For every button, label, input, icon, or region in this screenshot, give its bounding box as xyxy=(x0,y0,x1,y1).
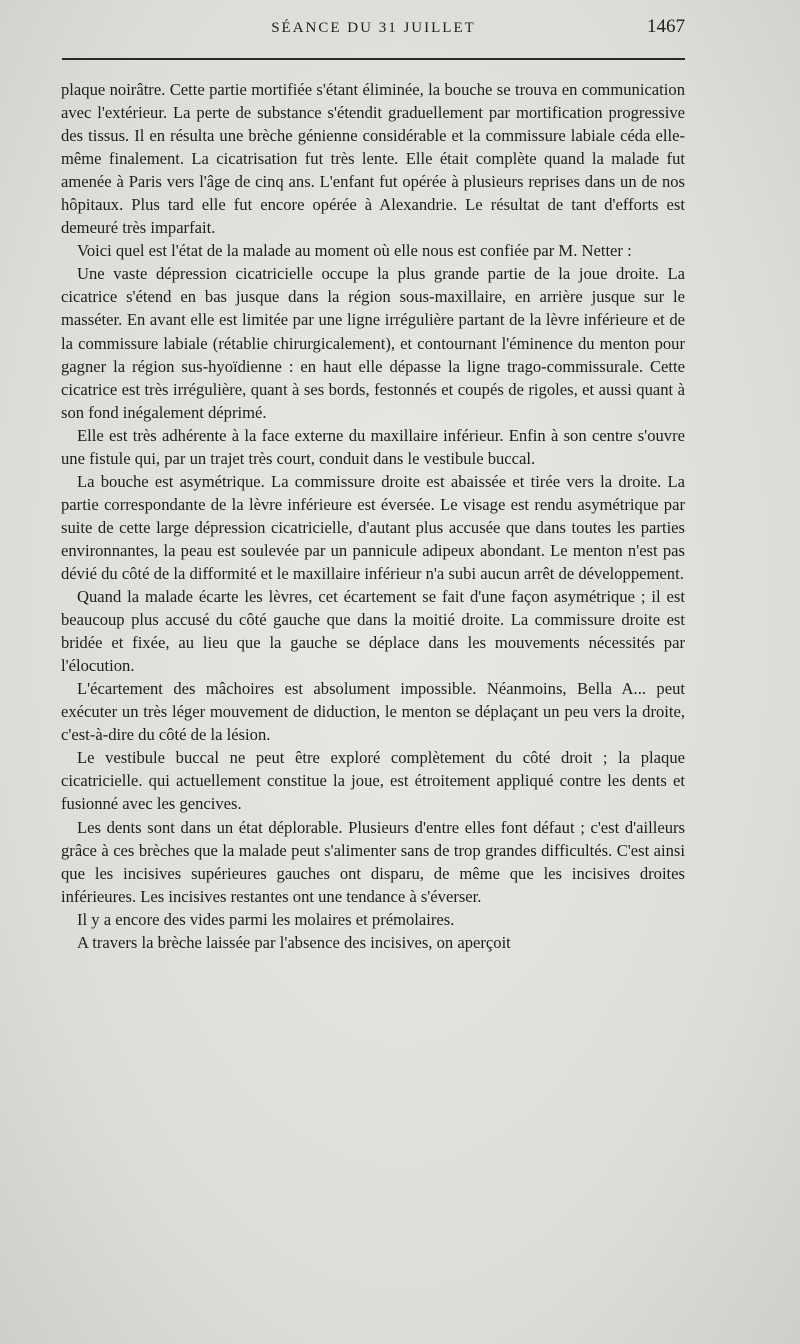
body-text xyxy=(61,78,685,954)
running-head: SÉANCE DU 31 JUILLET xyxy=(271,20,476,36)
paragraph-7: L'écartement des mâchoires est absolument impossible. Néanmoins, Bella A... peut exécuter un très léger mouvement de diduction, le menton se déplaçant un peu vers la droite, c'est-à-dire du côté de la lésion. xyxy=(61,679,685,745)
paragraph-8: Le vestibule buccal ne peut être exploré complètement du côté droit ; la plaque cicatricielle. qui actuellement constitue la joue, est étroitement appliqué contre les dents et fusionné avec les gencives. xyxy=(61,748,685,814)
paragraph-10: Il y a encore des vides parmi les molaires et prémolaires. xyxy=(77,909,455,929)
paragraph-2: Voici quel est l'état de la malade au moment où elle nous est confiée par M. Netter : xyxy=(77,241,632,261)
paragraph-11: A travers la brèche laissée par l'absence des incisives, on aperçoit xyxy=(77,932,511,952)
paragraph-3: Une vaste dépression cicatricielle occupe la plus grande partie de la joue droite. La cicatrice s'étend en bas jusque dans la région sous-maxillaire, en arrière jusque sur le masséter. En avant elle est limitée par une ligne irrégulière partant de la lèvre inférieure et de la commissure labiale (rétablie chirurgicalement), et contournant l'éminence du menton pour gagner la région sus-hyoïdienne : en haut elle dépasse la ligne trago-commissurale. Cette cicatrice est très irrégulière, quant à ses bords, festonnés et coupés de rigoles, et aussi quant à son fond inégalement déprimé. xyxy=(61,264,685,422)
paragraph-9: Les dents sont dans un état déplorable. Plusieurs d'entre elles font défaut ; c'est d'ailleurs grâce à ces brèches que la malade peut s'alimenter sans de trop grandes difficultés. C'est ainsi que les incisives supérieures gauches ont disparu, de même que les incisives droites inférieures. Les incisives restantes ont une tendance à s'éverser. xyxy=(61,817,685,906)
paragraph-1: plaque noirâtre. Cette partie mortifiée s'étant éliminée, la bouche se trouva en communication avec l'extérieur. La perte de substance s'étendit graduellement par mortification progressive des tissus. Il en résulta une brèche génienne considérable et la commissure labiale céda elle-même finalement. La cicatrisation fut très lente. Elle était complète quand la malade fut amenée à Paris vers l'âge de cinq ans. L'enfant fut opérée à plusieurs reprises dans un de nos hôpitaux. Plus tard elle fut encore opérée à Alexandrie. Le résultat de tant d'efforts est demeuré très imparfait. xyxy=(61,80,685,238)
header-rule xyxy=(62,58,685,60)
paragraph-4: Elle est très adhérente à la face externe du maxillaire inférieur. Enfin à son centre s'ouvre une fistule qui, par un trajet très court, conduit dans le vestibule buccal. xyxy=(61,425,685,468)
page-number: 1467 xyxy=(647,16,685,37)
page-header xyxy=(62,14,685,48)
paragraph-6: Quand la malade écarte les lèvres, cet écartement se fait d'une façon asymétrique ; il est beaucoup plus accusé du côté gauche que dans la moitié droite. La commissure droite est bridée et fixée, au lieu que la gauche se déplace dans les mouvements nécessités par l'élocution. xyxy=(61,587,685,676)
paragraph-5: La bouche est asymétrique. La commissure droite est abaissée et tirée vers la droite. La partie correspondante de la lèvre inférieure est éversée. Le visage est rendu asymétrique par suite de cette large dépression cicatricielle, d'autant plus accusée que dans toutes les parties environnantes, la peau est soulevée par un pannicule adipeux abondant. Le menton n'est pas dévié du côté de la difformité et le maxillaire inférieur n'a subi aucun arrêt de développement. xyxy=(61,471,685,583)
